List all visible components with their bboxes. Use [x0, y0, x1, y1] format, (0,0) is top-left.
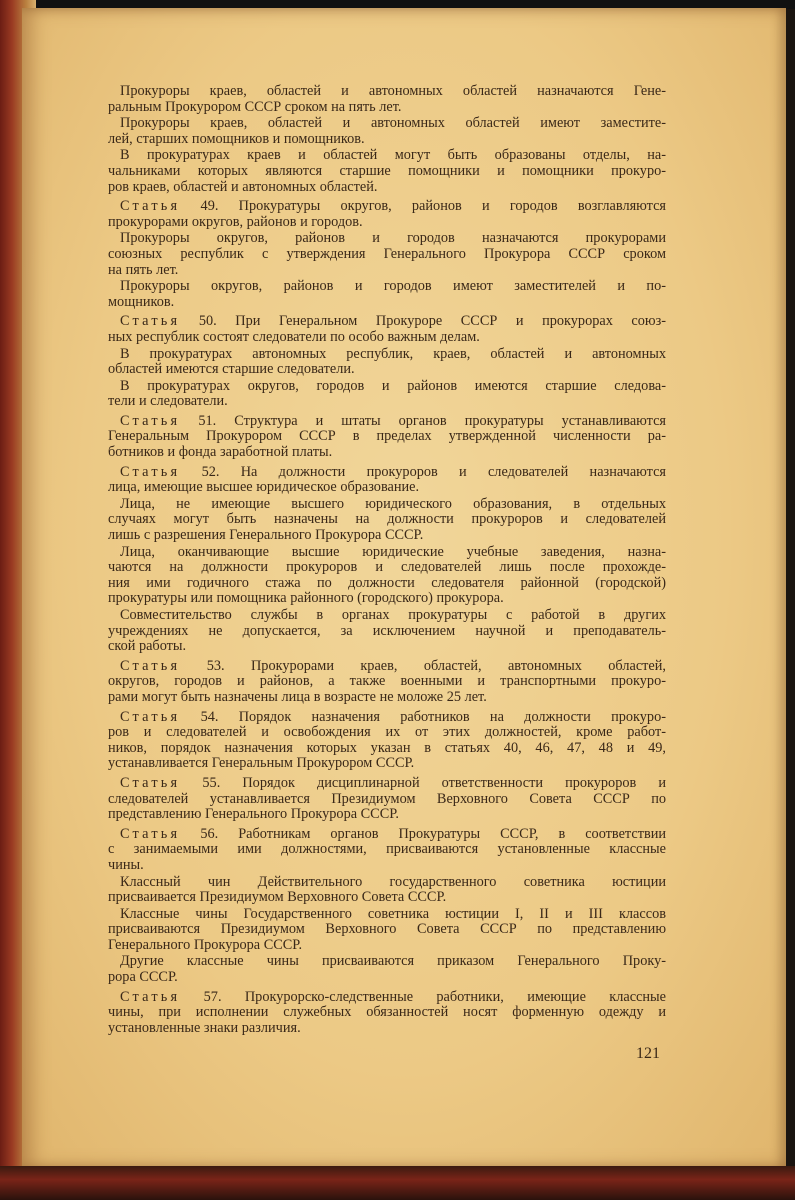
text-line	[108, 907, 666, 923]
line-text: 57. Прокурорско-следственные работники, имеющие классные	[203, 988, 666, 1005]
text-line	[108, 756, 666, 772]
line-text: рами могут быть назначены лица в возрасте не моложе 25 лет.	[108, 688, 487, 705]
text-line	[108, 827, 666, 843]
text-line	[108, 807, 666, 823]
article-label: Статья	[120, 463, 181, 480]
line-text: ров краев, областей и автономных областей.	[108, 178, 378, 195]
line-text: ральным Прокурором СССР сроком на пять лет.	[108, 98, 402, 115]
article-label: Статья	[120, 988, 181, 1005]
text-line	[108, 858, 666, 874]
line-text: представлению Генерального Прокурора СССР.	[108, 806, 399, 823]
line-text: округов, городов и районов, а также военными и транспортными прокуро-	[108, 673, 666, 690]
text-line	[108, 990, 666, 1006]
text-line	[108, 970, 666, 986]
line-text: Классные чины Государственного советника юстиции I, II и III классов	[120, 905, 666, 922]
line-text: Генерального Прокурора СССР.	[108, 936, 303, 953]
text-line	[108, 690, 666, 706]
line-text: Другие классные чины присваиваются приказом Генерального Проку-	[120, 953, 666, 970]
paragraph	[108, 875, 666, 906]
text-line	[108, 330, 666, 346]
line-text: Прокуроры округов, районов и городов имеют заместителей и по-	[120, 278, 666, 295]
line-text: Совместительство службы в органах прокуратуры с работой в других	[120, 607, 666, 623]
text-line	[108, 164, 666, 180]
text-line	[108, 608, 666, 624]
article-label: Статья	[120, 657, 181, 674]
line-text: лишь с разрешения Генерального Прокурора СССР.	[108, 527, 424, 544]
line-text: лей, старших помощников и помощников.	[108, 130, 365, 147]
line-text: ской работы.	[108, 638, 187, 655]
line-text: 56. Работникам органов Прокуратуры СССР, в соответствии	[200, 825, 666, 842]
text-line	[108, 922, 666, 938]
scan-bottom-border	[0, 1166, 795, 1200]
text-line	[108, 100, 666, 116]
text-line	[108, 445, 666, 461]
line-text: ров и следователей и освобождения их от этих должностей, кроме работ-	[108, 724, 666, 741]
text-line	[108, 875, 666, 891]
text-line	[108, 414, 666, 430]
paragraph	[108, 545, 666, 607]
text-line	[108, 84, 666, 100]
line-text: ботников и фонда заработной платы.	[108, 444, 333, 461]
line-text: прокуратуры или помощника районного (городского) прокурора.	[108, 590, 504, 607]
text-line	[108, 465, 666, 481]
text-line	[108, 215, 666, 231]
line-text: установленные знаки различия.	[108, 1019, 301, 1036]
text-line	[108, 429, 666, 445]
line-text: чины, при исполнении служебных обязанностей носят форменную одежду и	[108, 1004, 666, 1021]
article-paragraph	[108, 710, 666, 772]
line-text: тели и следователи.	[108, 393, 228, 410]
line-text: ников, порядок назначения которых указан в статьях 40, 46, 47, 48 и 49,	[108, 739, 666, 756]
line-text: союзных республик с утверждения Генерального Прокурора СССР сроком	[108, 245, 666, 262]
text-line	[108, 1021, 666, 1037]
line-text: Лица, оканчивающие высшие юридические учебные заведения, назна-	[120, 543, 666, 560]
article-label: Статья	[120, 198, 181, 215]
line-text: 51. Структура и штаты органов прокуратуры устанавливаются	[198, 412, 667, 429]
text-line	[108, 247, 666, 263]
text-line	[108, 954, 666, 970]
line-text: рора СССР.	[108, 969, 178, 986]
article-paragraph	[108, 199, 666, 230]
text-line	[108, 231, 666, 247]
text-line	[108, 362, 666, 378]
text-line	[108, 528, 666, 544]
text-line	[108, 576, 666, 592]
line-text: областей имеются старшие следователи.	[108, 361, 355, 378]
paragraph	[108, 279, 666, 310]
article-paragraph	[108, 314, 666, 345]
paragraph	[108, 379, 666, 410]
line-text: 52. На должности прокуроров и следователей назначаются	[201, 463, 667, 480]
paragraph	[108, 497, 666, 544]
line-text: чаются на должности прокуроров и следователей лишь после прохожде-	[108, 559, 666, 576]
line-text: В прокуратурах краев и областей могут быть образованы отделы, на-	[120, 147, 666, 164]
line-text: В прокуратурах автономных республик, краев, областей и автономных	[120, 345, 666, 362]
text-line	[108, 591, 666, 607]
text-line	[108, 545, 666, 561]
line-text: устанавливается Генеральным Прокурором СССР.	[108, 755, 415, 772]
line-text: с занимаемыми ими должностями, присваиваются установленные классные	[108, 841, 666, 858]
line-text: лица, имеющие высшее юридическое образование.	[108, 479, 420, 496]
text-line	[108, 199, 666, 215]
text-line	[108, 741, 666, 757]
article-paragraph	[108, 776, 666, 823]
line-text: Классный чин Действительного государственного советника юстиции	[120, 873, 666, 890]
page-body-text	[108, 84, 666, 1037]
line-text: чины.	[108, 856, 144, 873]
line-text: 55. Порядок дисциплинарной ответственности прокуроров и	[202, 774, 666, 791]
article-paragraph	[108, 465, 666, 496]
article-paragraph	[108, 659, 666, 706]
line-text: Прокуроры краев, областей и автономных областей назначаются Гене-	[120, 83, 666, 99]
article-label: Статья	[120, 774, 181, 791]
text-line	[108, 725, 666, 741]
paragraph	[108, 608, 666, 655]
text-line	[108, 890, 666, 906]
line-text: 54. Порядок назначения работников на должности прокуро-	[200, 708, 666, 725]
line-text: 49. Прокуратуры округов, районов и городов возглавляются	[200, 198, 667, 215]
article-paragraph	[108, 990, 666, 1037]
text-line	[108, 710, 666, 726]
line-text: присваивается Президиумом Верховного Совета СССР.	[108, 889, 447, 906]
text-line	[108, 776, 666, 792]
article-paragraph	[108, 414, 666, 461]
text-line	[108, 659, 666, 675]
line-text: Генеральным Прокурором СССР в пределах утвержденной численности ра-	[108, 428, 666, 445]
line-text: случаях могут быть назначены на должности прокуроров и следователей	[108, 511, 666, 528]
text-line	[108, 180, 666, 196]
line-text: 53. Прокурорами краев, областей, автономных областей,	[206, 657, 666, 674]
text-line	[108, 512, 666, 528]
line-text: Прокуроры краев, областей и автономных областей имеют заместите-	[120, 115, 666, 132]
article-paragraph	[108, 827, 666, 874]
line-text: В прокуратурах округов, городов и районов имеются старшие следова-	[120, 377, 666, 394]
text-line	[108, 560, 666, 576]
text-line	[108, 480, 666, 496]
article-label: Статья	[120, 708, 181, 725]
paragraph	[108, 84, 666, 115]
line-text: 50. При Генеральном Прокуроре СССР и прокурорах союз-	[198, 313, 666, 330]
article-label: Статья	[120, 313, 181, 330]
article-label: Статья	[120, 412, 181, 429]
text-line	[108, 347, 666, 363]
line-text: учреждениях не допускается, за исключением научной и преподаватель-	[108, 622, 666, 639]
text-line	[108, 394, 666, 410]
paragraph	[108, 347, 666, 378]
paragraph	[108, 231, 666, 278]
line-text: присваиваются Президиумом Верховного Совета СССР по представлению	[108, 921, 666, 938]
text-line	[108, 792, 666, 808]
text-line	[108, 279, 666, 295]
paragraph	[108, 907, 666, 954]
line-text: Прокуроры округов, районов и городов назначаются прокурорами	[120, 230, 666, 247]
paragraph	[108, 116, 666, 147]
line-text: прокурорами округов, районов и городов.	[108, 213, 363, 230]
line-text: чальниками которых являются старшие помощники и помощники прокуро-	[108, 162, 666, 179]
line-text: Лица, не имеющие высшего юридического образования, в отдельных	[120, 495, 666, 512]
paragraph	[108, 148, 666, 195]
line-text: на пять лет.	[108, 261, 179, 278]
text-line	[108, 263, 666, 279]
text-line	[108, 1005, 666, 1021]
text-line	[108, 314, 666, 330]
text-line	[108, 148, 666, 164]
text-line	[108, 639, 666, 655]
text-line	[108, 379, 666, 395]
text-line	[108, 674, 666, 690]
line-text: ных республик состоят следователи по особо важным делам.	[108, 328, 480, 345]
text-line	[108, 295, 666, 311]
text-line	[108, 116, 666, 132]
page-number: 121	[636, 1045, 660, 1062]
text-line	[108, 132, 666, 148]
text-line	[108, 938, 666, 954]
text-line	[108, 624, 666, 640]
line-text: мощников.	[108, 293, 175, 310]
paragraph	[108, 954, 666, 985]
line-text: следователей устанавливается Президиумом Верховного Совета СССР по	[108, 790, 666, 807]
text-line	[108, 497, 666, 513]
article-label: Статья	[120, 825, 181, 842]
line-text: ния ими годичного стажа по должности следователя районной (городской)	[108, 574, 666, 591]
text-line	[108, 842, 666, 858]
